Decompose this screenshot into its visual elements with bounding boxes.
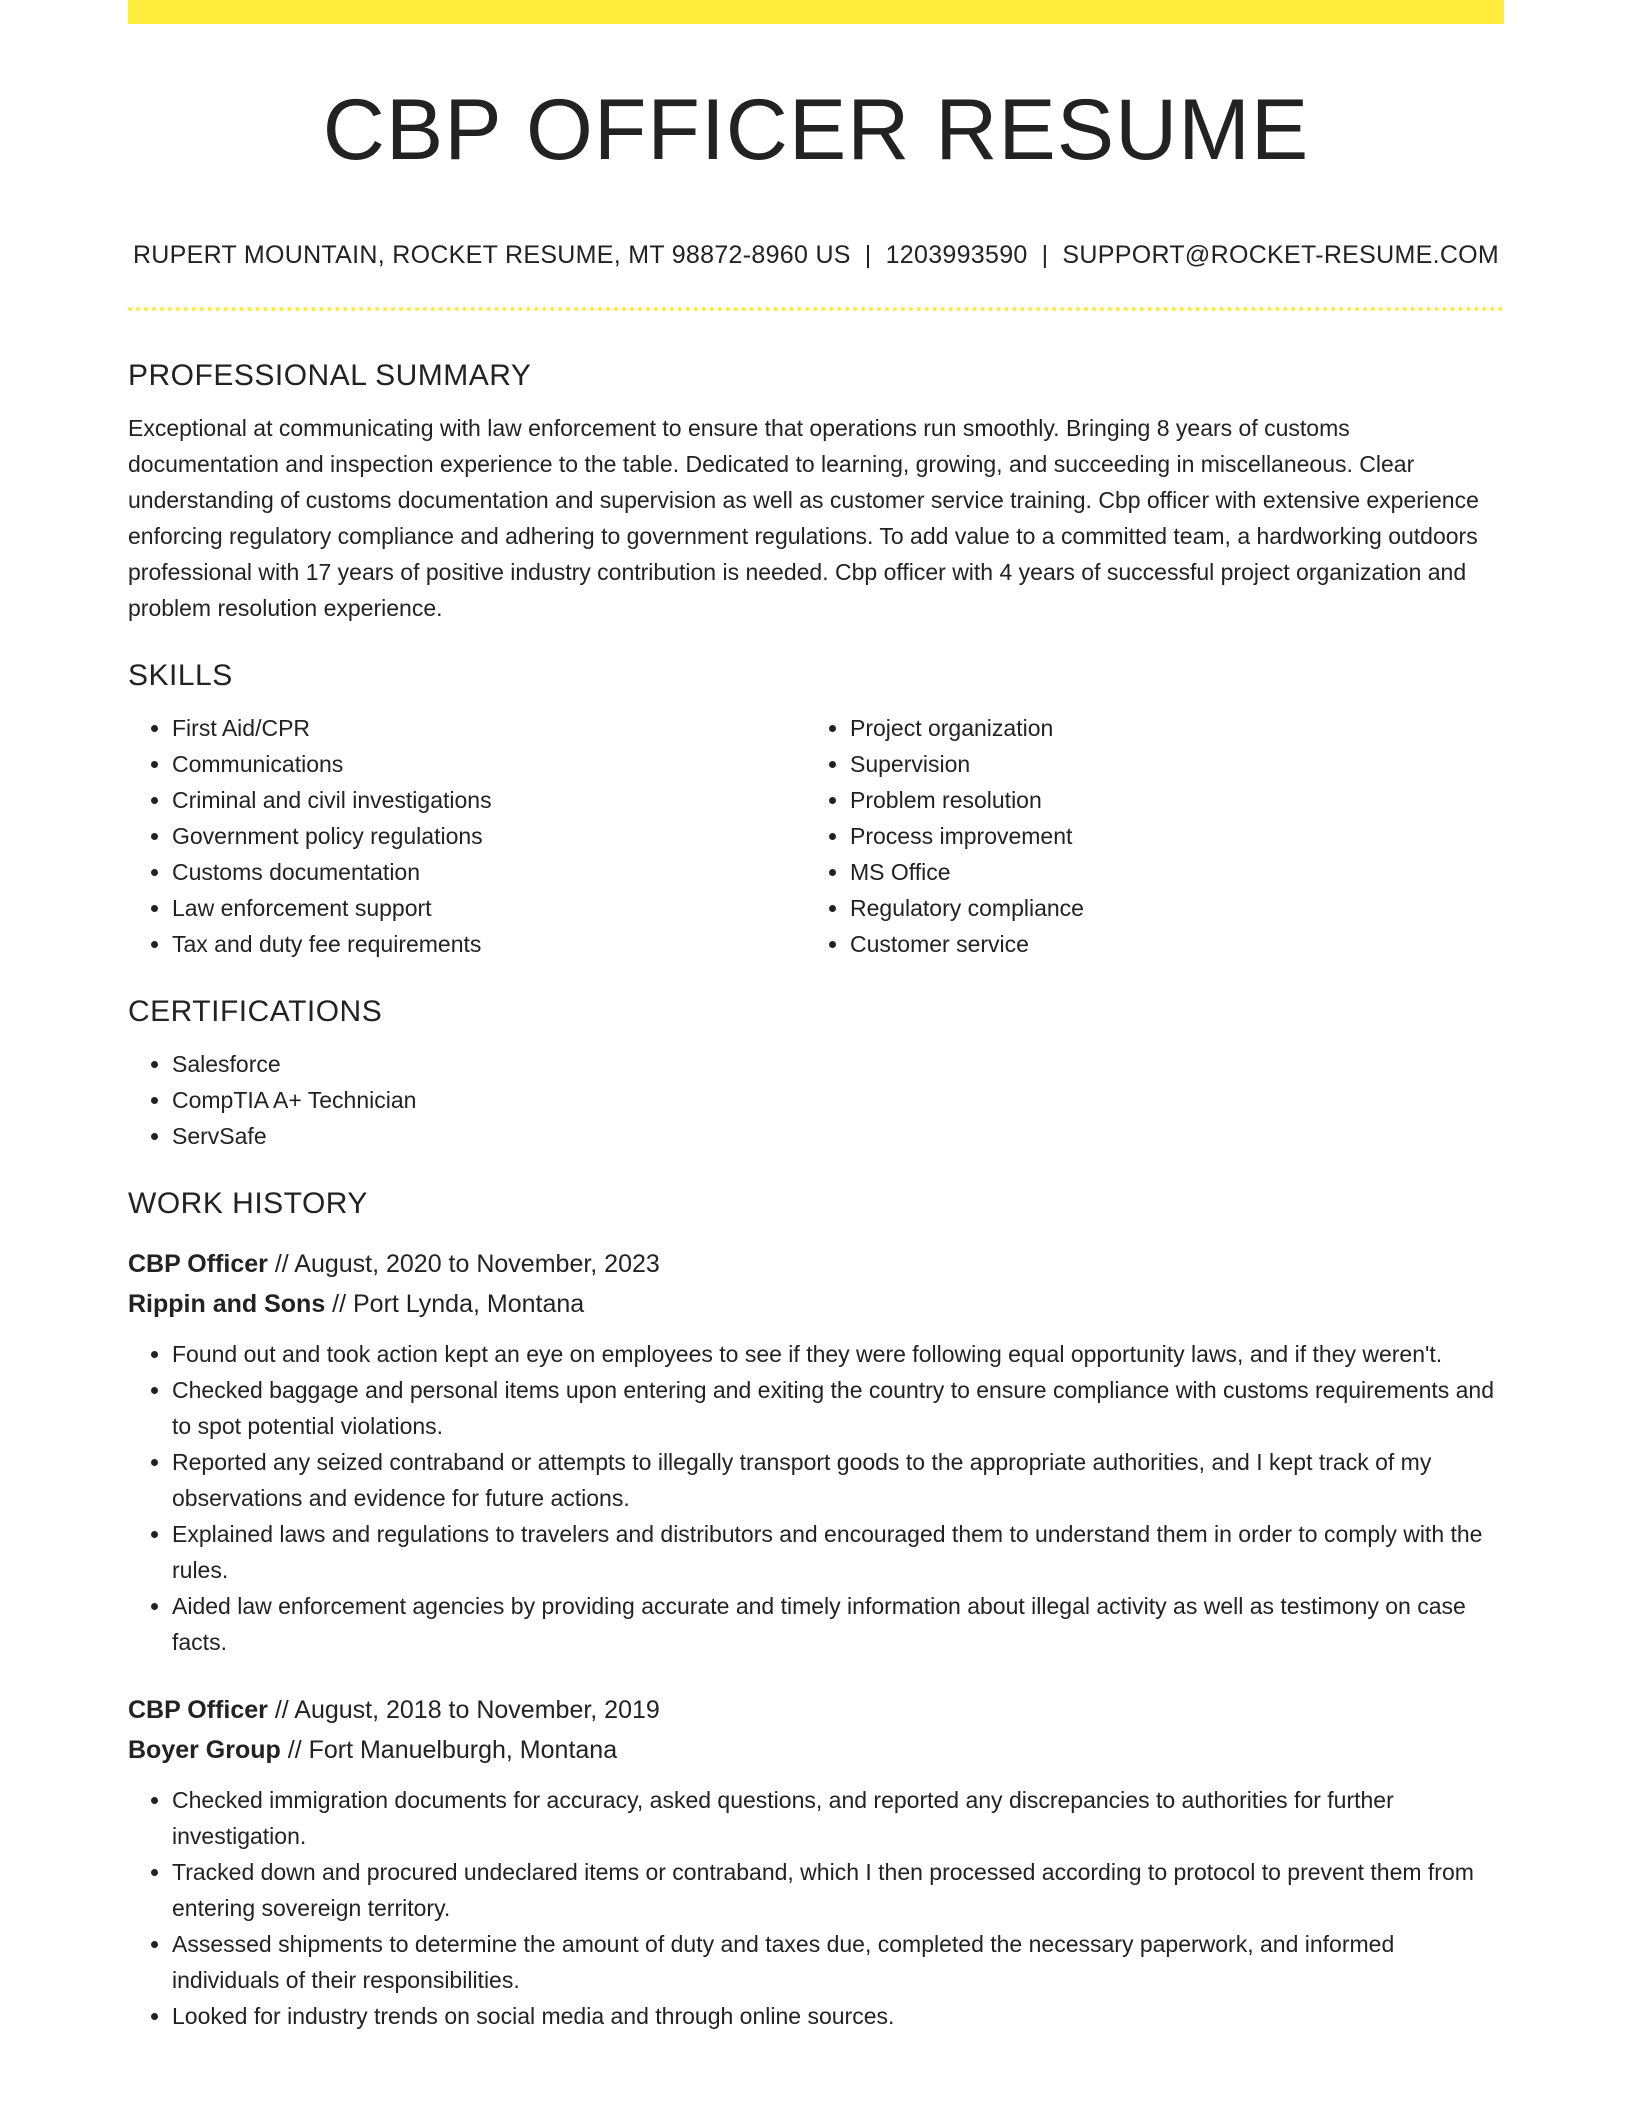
job-title-line: [128, 1244, 1504, 1284]
job-bullet: • Reported any seized contraband or attempts to illegally transport goods to the appropriate authorities, and I kept track of my observations and evidence for future actions.: [172, 1444, 1504, 1516]
job-bullet: • Tracked down and procured undeclared items or contraband, which I then processed according to protocol to prevent them from entering sovereign territory.: [172, 1854, 1504, 1926]
skill-item: • First Aid/CPR: [172, 710, 806, 746]
job-bullet: • Assessed shipments to determine the amount of duty and taxes due, completed the necessary paperwork, and informed individuals of their responsibilities.: [172, 1926, 1504, 1998]
job-entry: [128, 1244, 1504, 1660]
job-company: Boyer Group: [128, 1736, 281, 1764]
certifications-list: [128, 1046, 1504, 1154]
summary-section: [128, 352, 1504, 626]
skills-section: [128, 652, 1504, 962]
skill-item: • Criminal and civil investigations: [172, 782, 806, 818]
contact-separator: |: [1041, 241, 1049, 269]
job-entry: [128, 1690, 1504, 2034]
accent-bar: [128, 0, 1504, 24]
certifications-section: [128, 988, 1504, 1154]
job-dates: // August, 2018 to November, 2019: [274, 1696, 660, 1724]
job-company: Rippin and Sons: [128, 1290, 326, 1318]
section-heading-certifications: CERTIFICATIONS: [128, 995, 383, 1028]
section-heading-work-history: WORK HISTORY: [128, 1187, 368, 1220]
contact-line: [128, 236, 1504, 274]
skills-list-left: [128, 710, 806, 962]
job-bullet: • Checked baggage and personal items upon entering and exiting the country to ensure compliance with customs requirements and to spot potential violations.: [172, 1372, 1504, 1444]
job-bullet: • Explained laws and regulations to travelers and distributors and encouraged them to understand them in order to comply with the rules.: [172, 1516, 1504, 1588]
job-title-line: [128, 1690, 1504, 1730]
contact-email: SUPPORT@ROCKET-RESUME.COM: [1062, 241, 1500, 269]
certification-item: • ServSafe: [172, 1118, 1504, 1154]
skill-item: • Process improvement: [850, 818, 1484, 854]
job-bullets: [128, 1782, 1504, 2034]
job-bullet: • Found out and took action kept an eye on employees to see if they were following equal opportunity laws, and if they weren't.: [172, 1336, 1504, 1372]
section-heading-skills: SKILLS: [128, 659, 233, 692]
certification-item: • Salesforce: [172, 1046, 1504, 1082]
job-title: CBP Officer: [128, 1696, 268, 1724]
skill-item: • Customs documentation: [172, 854, 806, 890]
skill-item: • Regulatory compliance: [850, 890, 1484, 926]
skills-list-right: [806, 710, 1484, 962]
dotted-divider: [128, 307, 1504, 311]
skill-item: • Tax and duty fee requirements: [172, 926, 806, 962]
contact-address: RUPERT MOUNTAIN, ROCKET RESUME, MT 98872-8960 US: [132, 241, 851, 269]
resume-content: [128, 352, 1504, 2034]
job-bullet: • Looked for industry trends on social media and through online sources.: [172, 1998, 1504, 2034]
skill-item: • Problem resolution: [850, 782, 1484, 818]
work-history-section: [128, 1180, 1504, 2034]
resume-title: CBP OFFICER RESUME: [322, 82, 1310, 178]
job-bullet: • Checked immigration documents for accuracy, asked questions, and reported any discrepancies to authorities for further investigation.: [172, 1782, 1504, 1854]
contact-phone: 1203993590: [885, 241, 1028, 269]
job-company-line: [128, 1284, 1504, 1324]
contact-separator: |: [864, 241, 872, 269]
job-title: CBP Officer: [128, 1250, 268, 1278]
skill-item: • Communications: [172, 746, 806, 782]
skill-item: • Government policy regulations: [172, 818, 806, 854]
skill-item: • Customer service: [850, 926, 1484, 962]
section-heading-summary: PROFESSIONAL SUMMARY: [128, 359, 532, 392]
job-dates: // August, 2020 to November, 2023: [274, 1250, 660, 1278]
job-company-line: [128, 1730, 1504, 1770]
skill-item: • Supervision: [850, 746, 1484, 782]
skills-columns: [128, 700, 1504, 962]
job-bullet: • Aided law enforcement agencies by providing accurate and timely information about illegal activity as well as testimony on case facts.: [172, 1588, 1504, 1660]
skill-item: • MS Office: [850, 854, 1484, 890]
skill-item: • Project organization: [850, 710, 1484, 746]
skill-item: • Law enforcement support: [172, 890, 806, 926]
certification-item: • CompTIA A+ Technician: [172, 1082, 1504, 1118]
job-location: // Port Lynda, Montana: [332, 1290, 585, 1318]
summary-text: Exceptional at communicating with law enforcement to ensure that operations run smoothly. Bringing 8 years of customs documentation and inspection experience to the table. Dedicated to learning, growing, and succeeding in miscellaneous. Clear understanding of customs documentation and supervision as well as customer service training. Cbp officer with extensive experience enforcing regulatory compliance and adhering to government regulations. To add value to a committed team, a hardworking outdoors professional with 17 years of positive industry contribution is needed. Cbp officer with 4 years of successful project organization and problem resolution experience.: [128, 415, 1479, 621]
job-location: // Fort Manuelburgh, Montana: [287, 1736, 618, 1764]
job-bullets: [128, 1336, 1504, 1660]
